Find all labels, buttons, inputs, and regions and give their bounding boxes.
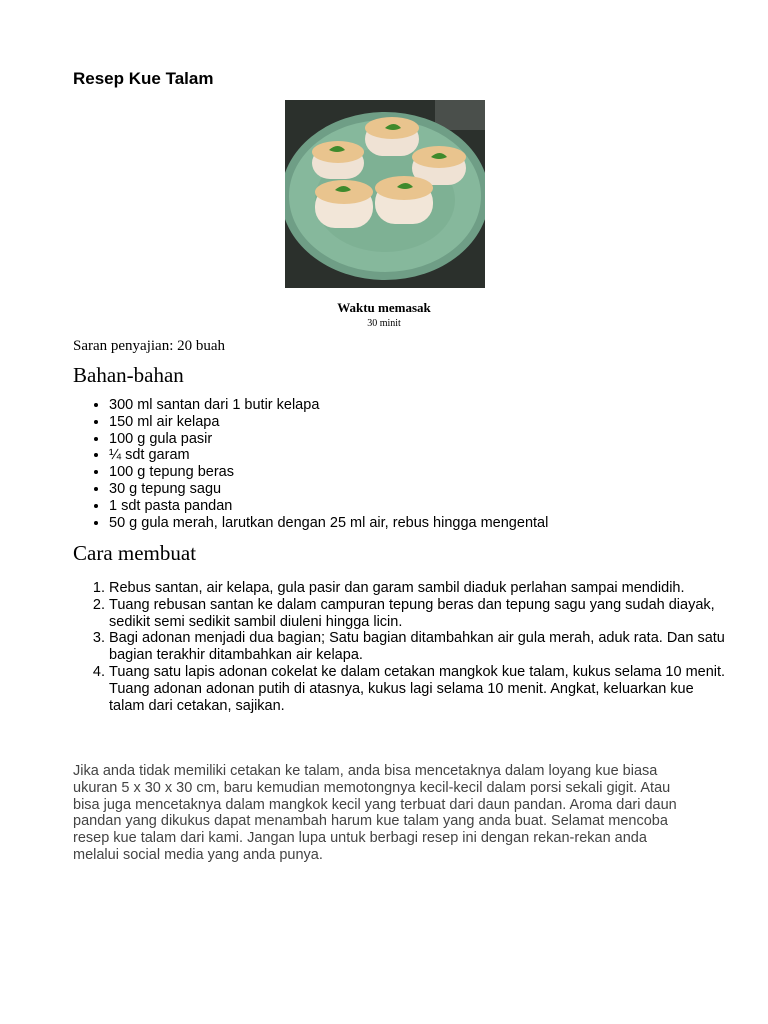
ingredient-item: • 30 g tepung sagu xyxy=(109,481,729,498)
kue-talam-photo xyxy=(285,100,485,288)
steps-list xyxy=(73,580,729,714)
cake-2 xyxy=(365,117,419,156)
closing-paragraph: Jika anda tidak memiliki cetakan ke talam, anda bisa mencetaknya dalam loyang kue biasa ukuran 5 x 30 x 30 cm, baru kemudian memotongnya kecil-kecil dalam porsi sekali gigit. Atau bisa juga mencetaknya dalam mangkok kecil yang terbuat dari daun pandan. Aroma dari daun pandan yang dikukus dapat menambah harum kue talam yang anda buat. Selamat mencoba resep kue talam dari kami. Jangan lupa untuk berbagi resep ini dengan rekan-rekan anda melalui social media yang anda punya. xyxy=(73,763,677,863)
recipe-title: Resep Kue Talam xyxy=(73,69,214,88)
step-item: 3. Bagi adonan menjadi dua bagian; Satu bagian ditambahkan air gula merah, aduk rata. Dan satu bagian terakhir ditambahkan air kelapa. xyxy=(109,630,729,664)
ingredient-item: • 150 ml air kelapa xyxy=(109,414,729,431)
ingredients-heading: Bahan-bahan xyxy=(73,363,184,387)
serving-suggestion: Saran penyajian: 20 buah xyxy=(73,338,226,354)
cook-time-value: 30 minit xyxy=(367,318,401,329)
ingredient-item: • 300 ml santan dari 1 butir kelapa xyxy=(109,397,729,414)
cake-4 xyxy=(315,180,373,228)
ingredient-item: • 100 g gula pasir xyxy=(109,431,729,448)
ingredient-item: • ¼ sdt garam xyxy=(109,447,729,464)
step-item: 2. Tuang rebusan santan ke dalam campuran tepung beras dan tepung sagu yang sudah diayak, sedikit semi sedikit sambil diuleni hingga licin. xyxy=(109,597,729,631)
cake-5 xyxy=(375,176,433,224)
step-item: 1. Rebus santan, air kelapa, gula pasir dan garam sambil diaduk perlahan sampai mendidih. xyxy=(109,580,729,597)
cake-1 xyxy=(312,141,364,179)
ingredients-list xyxy=(73,397,729,531)
ingredient-item: • 1 sdt pasta pandan xyxy=(109,498,729,515)
ingredient-item: • 50 g gula merah, larutkan dengan 25 ml air, rebus hingga mengental xyxy=(109,515,729,532)
step-item: 4. Tuang satu lapis adonan cokelat ke dalam cetakan mangkok kue talam, kukus selama 10 menit. Tuang adonan adonan putih di atasnya, kukus lagi selama 10 menit. Angkat, keluarkan kue talam dari cetakan, sajikan. xyxy=(109,664,729,714)
steps-heading: Cara membuat xyxy=(73,541,197,565)
cook-time-label: Waktu memasak xyxy=(337,300,431,315)
ingredient-item: • 100 g tepung beras xyxy=(109,464,729,481)
